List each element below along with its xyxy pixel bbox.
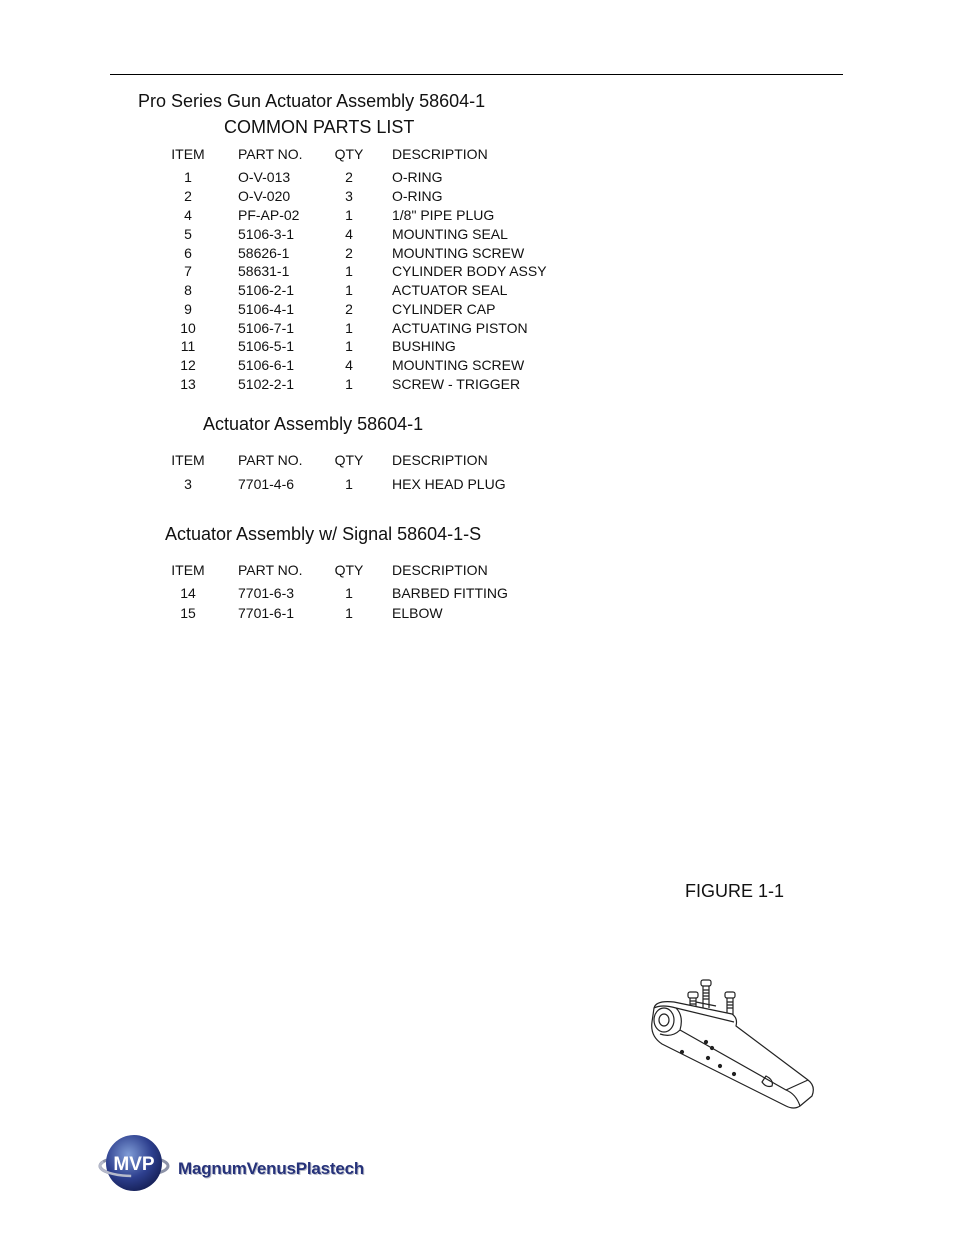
cell-qty: 1 <box>345 476 353 492</box>
cell-desc: O-RING <box>392 188 443 204</box>
cell-qty: 1 <box>345 320 353 336</box>
cell-part: 58626-1 <box>238 245 290 261</box>
cell-desc: BARBED FITTING <box>392 585 508 601</box>
section-subtitle-common: COMMON PARTS LIST <box>224 117 415 137</box>
header-desc: DESCRIPTION <box>392 562 488 578</box>
cell-item: 8 <box>184 282 192 298</box>
mvp-globe-icon <box>96 1130 176 1196</box>
header-item: ITEM <box>171 146 205 162</box>
top-rule <box>110 74 843 75</box>
cell-item: 14 <box>180 585 196 601</box>
cell-item: 12 <box>180 357 196 373</box>
cell-item: 15 <box>180 605 196 621</box>
section-title-actuator: Actuator Assembly 58604-1 <box>203 414 424 434</box>
logo-text: MagnumVenusPlastech <box>178 1159 365 1178</box>
cell-part: O-V-020 <box>238 188 291 204</box>
cell-part: 5102-2-1 <box>238 376 295 392</box>
logo-mark: MVP <box>113 1154 155 1175</box>
cell-desc: ACTUATING PISTON <box>392 320 528 336</box>
section-title-signal: Actuator Assembly w/ Signal 58604-1-S <box>165 524 482 544</box>
cell-item: 5 <box>184 226 192 242</box>
cell-desc: MOUNTING SEAL <box>392 226 508 242</box>
header-desc: DESCRIPTION <box>392 452 488 468</box>
cell-part: 5106-7-1 <box>238 320 295 336</box>
header-part: PART NO. <box>238 452 303 468</box>
cell-part: 7701-6-3 <box>238 585 295 601</box>
cell-item: 9 <box>184 301 192 317</box>
cell-desc: CYLINDER CAP <box>392 301 496 317</box>
cell-qty: 4 <box>345 226 353 242</box>
cell-item: 11 <box>180 338 196 354</box>
header-qty: QTY <box>334 146 364 162</box>
cell-part: 5106-3-1 <box>238 226 295 242</box>
cell-part: 5106-5-1 <box>238 338 295 354</box>
cell-item: 13 <box>180 376 196 392</box>
cell-qty: 2 <box>345 169 353 185</box>
cell-qty: 1 <box>345 338 353 354</box>
cell-item: 10 <box>180 320 196 336</box>
cell-item: 1 <box>184 169 192 185</box>
cell-qty: 3 <box>345 188 353 204</box>
cell-desc: HEX HEAD PLUG <box>392 476 506 492</box>
cell-desc: ACTUATOR SEAL <box>392 282 508 298</box>
cell-desc: 1/8" PIPE PLUG <box>392 207 495 223</box>
cell-part: 7701-6-1 <box>238 605 295 621</box>
cell-item: 2 <box>184 188 192 204</box>
cell-desc: ELBOW <box>392 605 443 621</box>
header-part: PART NO. <box>238 146 303 162</box>
cell-desc: SCREW - TRIGGER <box>392 376 521 392</box>
cell-qty: 1 <box>345 605 353 621</box>
cell-part: 5106-2-1 <box>238 282 295 298</box>
cell-part: 7701-4-6 <box>238 476 295 492</box>
cell-desc: BUSHING <box>392 338 456 354</box>
cell-desc: CYLINDER BODY ASSY <box>392 263 547 279</box>
cell-qty: 1 <box>345 585 353 601</box>
header-part: PART NO. <box>238 562 303 578</box>
cell-qty: 2 <box>345 245 353 261</box>
cell-desc: MOUNTING SCREW <box>392 245 525 261</box>
cell-item: 4 <box>184 207 192 223</box>
section-title-common: Pro Series Gun Actuator Assembly 58604-1 <box>138 91 486 111</box>
header-item: ITEM <box>171 562 205 578</box>
cell-item: 7 <box>184 263 192 279</box>
header-desc: DESCRIPTION <box>392 146 488 162</box>
header-qty: QTY <box>334 452 364 468</box>
cell-qty: 1 <box>345 376 353 392</box>
cell-qty: 2 <box>345 301 353 317</box>
cell-qty: 4 <box>345 357 353 373</box>
company-logo <box>96 1130 386 1196</box>
cell-part: PF-AP-02 <box>238 207 300 223</box>
cell-part: 5106-6-1 <box>238 357 295 373</box>
cell-part: 5106-4-1 <box>238 301 295 317</box>
cell-qty: 1 <box>345 263 353 279</box>
cell-item: 3 <box>184 476 192 492</box>
figure-label: FIGURE 1-1 <box>685 881 785 901</box>
actuator-assembly-drawing-icon <box>636 968 820 1118</box>
header-item: ITEM <box>171 452 205 468</box>
cell-qty: 1 <box>345 207 353 223</box>
cell-item: 6 <box>184 245 192 261</box>
cell-part: 58631-1 <box>238 263 290 279</box>
cell-desc: MOUNTING SCREW <box>392 357 525 373</box>
cell-qty: 1 <box>345 282 353 298</box>
cell-desc: O-RING <box>392 169 443 185</box>
header-qty: QTY <box>334 562 364 578</box>
cell-part: O-V-013 <box>238 169 291 185</box>
